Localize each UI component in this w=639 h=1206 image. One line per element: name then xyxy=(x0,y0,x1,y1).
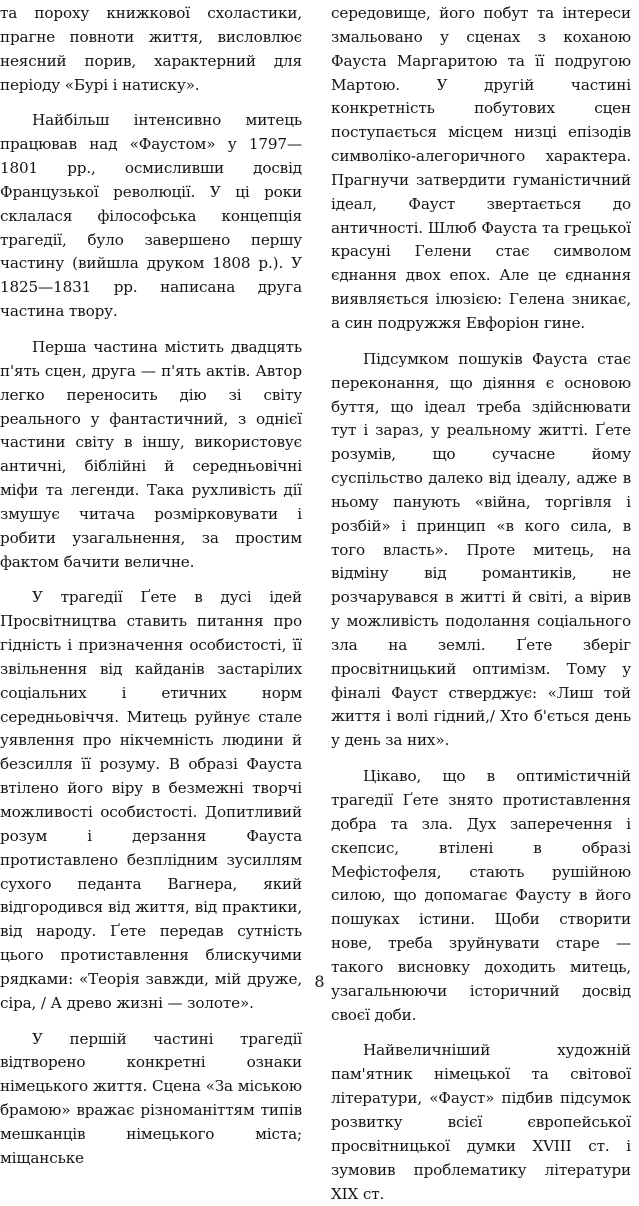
paragraph: Найвеличніший художній пам'ятник німецької та світової літератури, «Фауст» підбив підсумок розвитку всієї європейської просвітницької думки XVIII ст. і зумовив проблематику літератури XIX ст. xyxy=(331,1041,631,1203)
paragraph-continuation: та пороху книжкової схоластики, прагне повноти життя, висловлює неясний порив, характерний для періоду «Бурі і натиску». xyxy=(0,4,302,94)
paragraph: Підсумком пошуків Фауста стає переконання, що діяння є основою буття, що ідеал треба здійснювати тут і зараз, у реальному житті. Ґете розумів, що сучасне йому суспільство далеко від ідеалу, адже в ньому панують «війна, торгівля і розбій» і принцип «в кого сила, в того власть». Проте митець, на відміну від романтиків, не розчарувався в житті й світі, а вірив у можливість подолання соціального зла на землі. Ґете зберіг просвітницький оптимізм. Тому у фіналі Фауст стверджує: «Лиш той життя і волі гідний,/ Хто б'ється день у день за них». xyxy=(331,349,631,750)
page-number: 8 xyxy=(314,972,325,991)
paragraph: Перша частина містить двадцять п'ять сцен, друга — п'ять актів. Автор легко переносить дію зі світу реального у фантастичний, з однієї частини світу в іншу, використовує античні, біблійні й середньовічні міфи та легенди. Така рухливість дії змушує читача розмірковувати і робити узагальнення, за простим фактом бачити величне. xyxy=(0,337,302,571)
paragraph-continuation: середовище, його побут та інтереси змальовано у сценах з коханою Фауста Маргаритою та її подругою Мартою. У другій частині конкретність побутових сцен поступається місцем низці епізодів символіко-алегоричного характера. Прагнучи затвердити гуманістичний ідеал, Фауст звертається до античності. Шлюб Фауста та грецької красуні Гелени стає символом єднання двох епох. Але це єднання виявляється ілюзією: Гелена зникає, а син подружжя Евфоріон гине. xyxy=(331,4,631,332)
right-column xyxy=(331,2,631,1206)
paragraph: У першій частині трагедії відтворено конкретні ознаки німецького життя. Сцена «За міською брамою» вражає різноманіттям типів мешканців німецького міста; міщанське xyxy=(0,1029,302,1167)
left-column xyxy=(0,2,302,1171)
paragraph: Цікаво, що в оптимістичній трагедії Ґете знято протиставлення добра та зла. Дух заперечення і скепсис, втілені в образі Мефістофеля, стають рушійною силою, що допомагає Фаусту в його пошуках істини. Щоби створити нове, треба зруйнувати старе — такого висновку доходить митець, узагальнюючи історичний досвід своєї доби. xyxy=(331,767,631,1024)
paragraph: У трагедії Ґете в дусі ідей Просвітництва ставить питання про гідність і призначення особистості, її звільнення від кайданів застарілих соціальних і етичних норм середньовіччя. Митець руйнує стале уявлення про нікчемність людини й безсилля її розуму. В образі Фауста втілено його віру в безмежні творчі можливості особистості. Допитливий розум і дерзання Фауста протиставлено безплідним зусиллям сухого педанта Вагнера, який відгородився від життя, від практики, від народу. Ґете передав сутність цього протиставлення блискучими рядками: «Теорія завжди, мій друже, сіра, / А древо жизні — золоте». xyxy=(0,588,302,1012)
paragraph: Найбільш інтенсивно митець працював над «Фаустом» у 1797—1801 рр., осмисливши досвід Французької революції. У ці роки склалася філософська концепція трагедії, було завершено першу частину (вийшла друком 1808 р.). У 1825—1831 рр. написана друга частина твору. xyxy=(0,111,302,321)
